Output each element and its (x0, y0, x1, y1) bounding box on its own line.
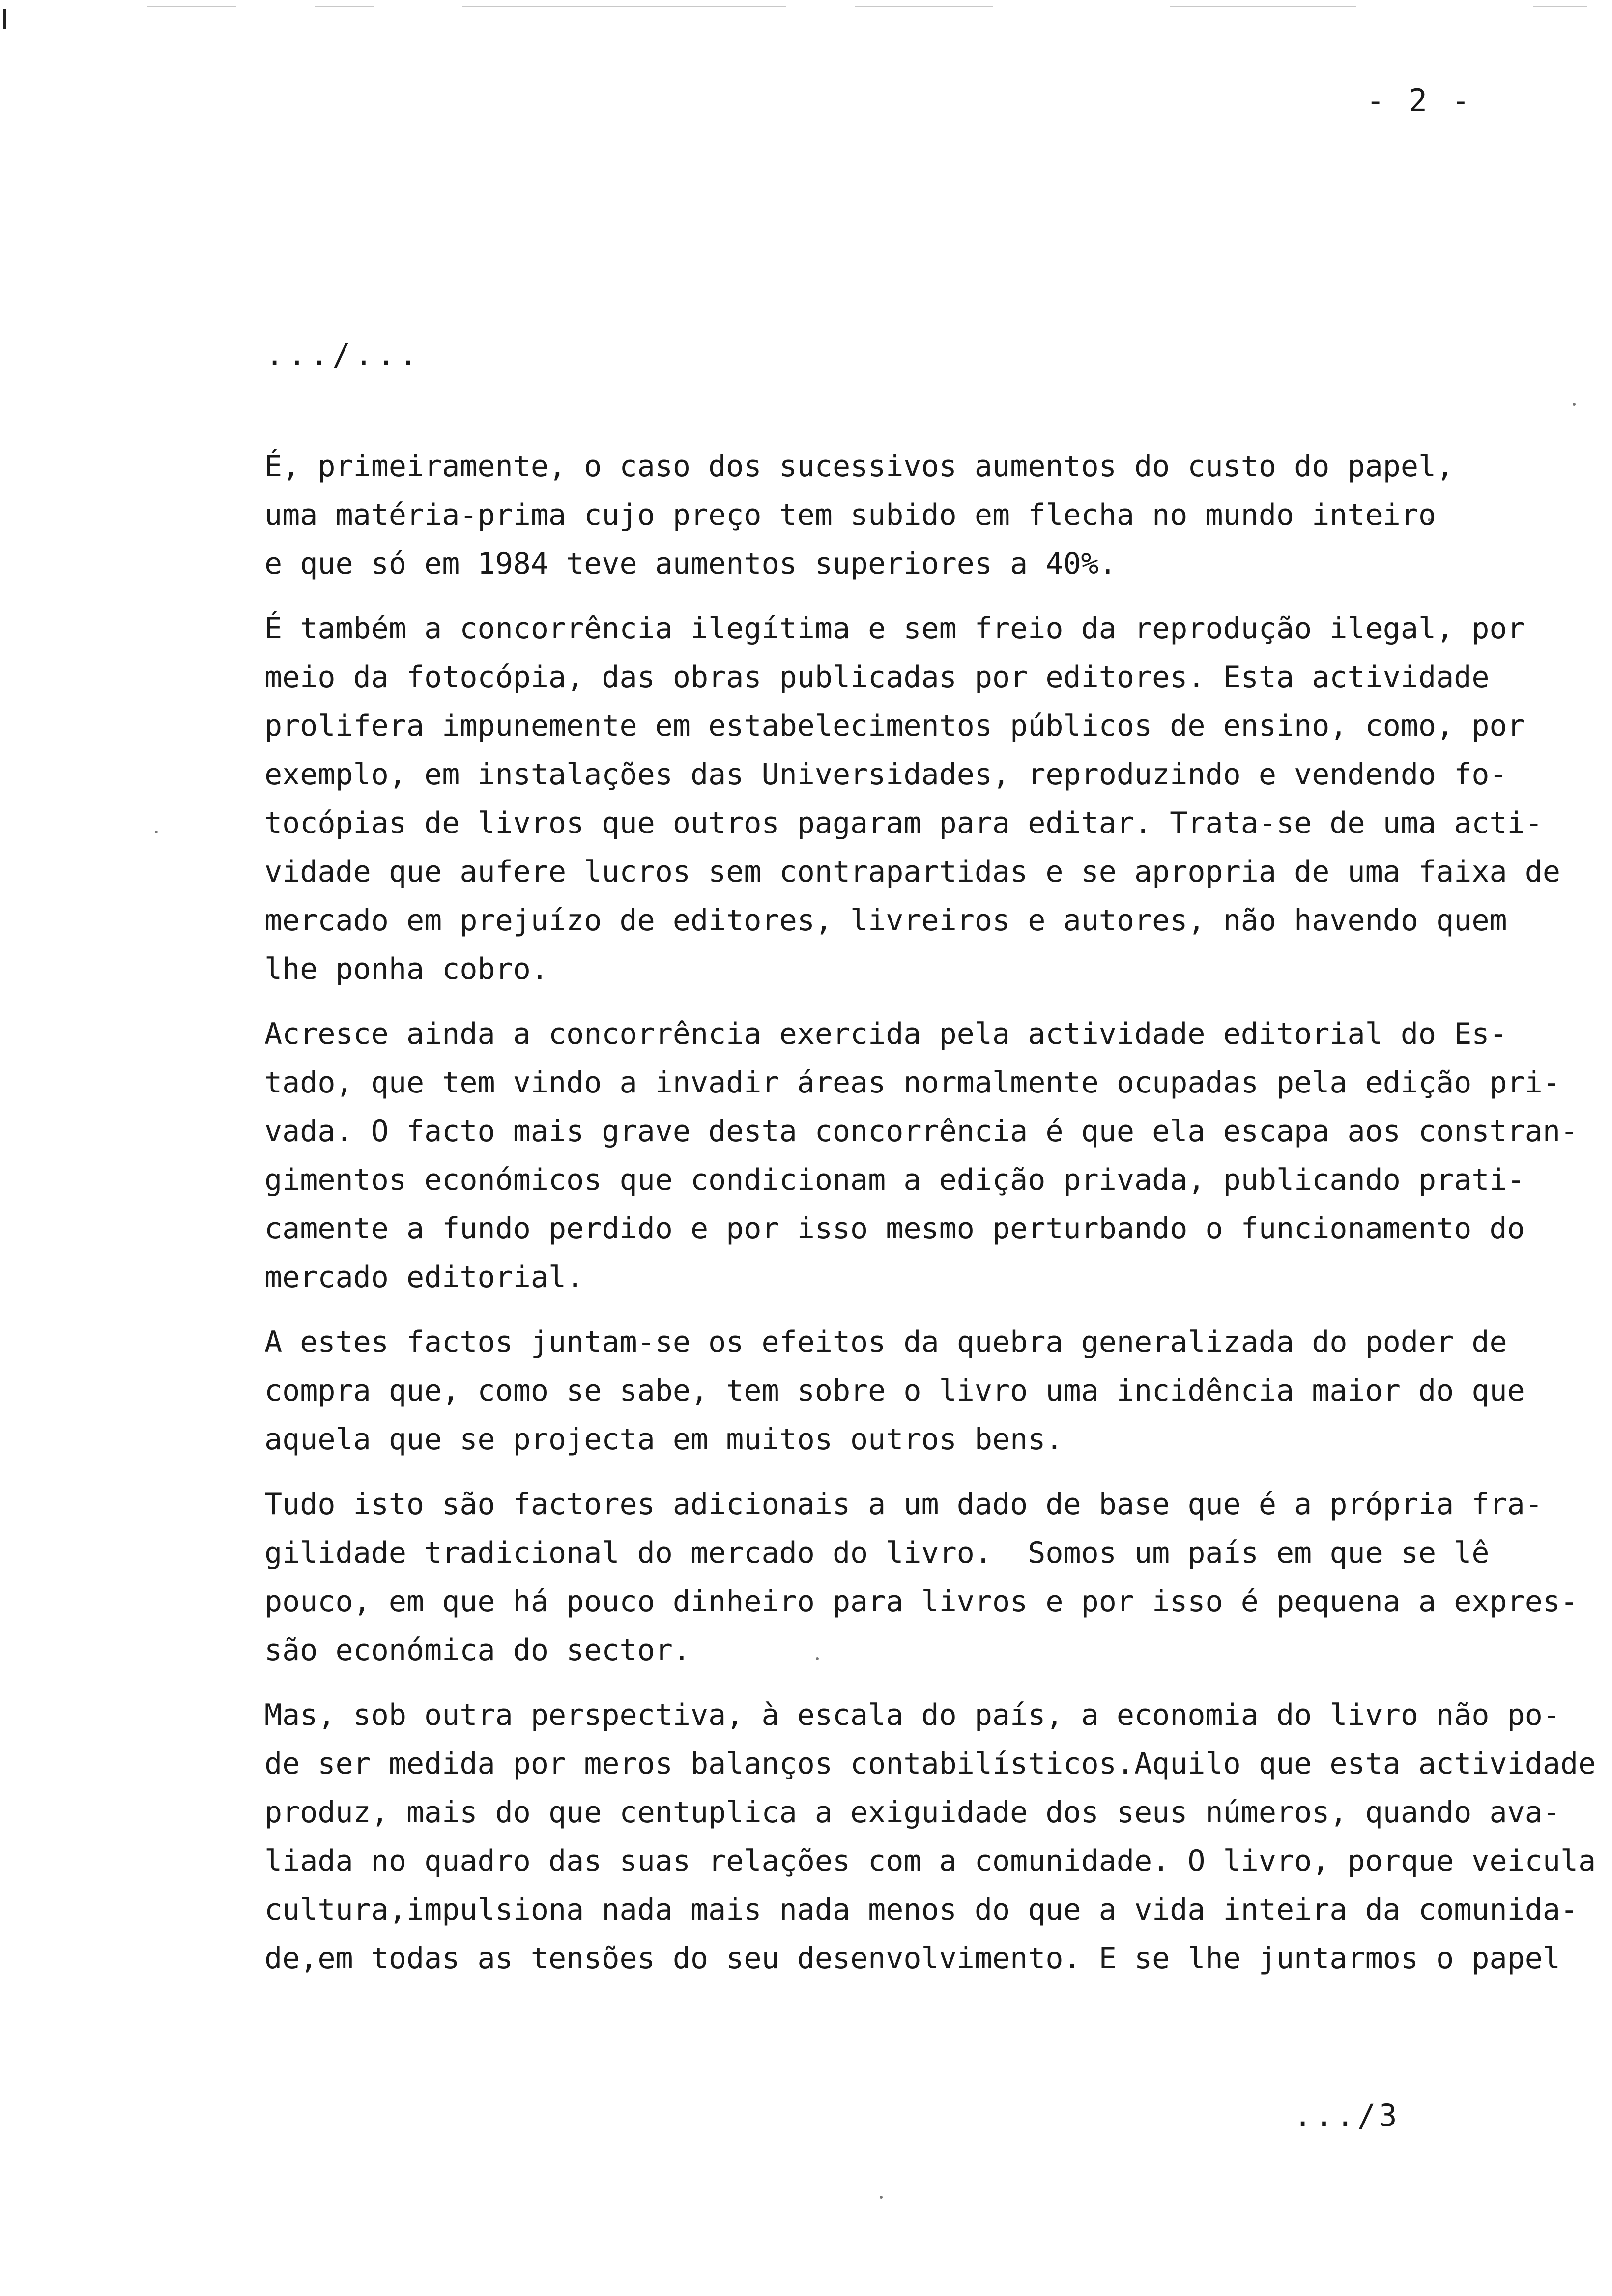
text-line: pouco, em que há pouco dinheiro para livros e por isso é pequena a expres- (264, 1584, 1579, 1619)
paragraph-purchasing-power (264, 1318, 1523, 1464)
text-line: produz, mais do que centuplica a exiguidade dos seus números, quando ava- (264, 1795, 1560, 1830)
scan-speck (880, 2196, 883, 2199)
text-line: gilidade tradicional do mercado do livro. Somos um país em que se lê (264, 1536, 1490, 1570)
scan-speck (155, 831, 158, 833)
scan-edge-line (462, 6, 786, 7)
text-line: gimentos económicos que condicionam a edição privada, publicando prati- (264, 1163, 1525, 1197)
text-line: A estes factos juntam-se os efeitos da quebra generalizada do poder de (264, 1325, 1507, 1359)
paragraph-book-economy (264, 1691, 1596, 1983)
text-line: É também a concorrência ilegítima e sem freio da reprodução ilegal, por (264, 611, 1525, 646)
scan-edge-line (855, 6, 993, 7)
scan-edge-line (147, 6, 236, 7)
text-line: de ser medida por meros balanços contabilísticos.Aquilo que esta actividade (264, 1747, 1596, 1781)
paragraph-state-publishing (264, 1010, 1579, 1302)
text-line: exemplo, em instalações das Universidades, reproduzindo e vendendo fo- (264, 757, 1507, 792)
document-body (264, 442, 1596, 1999)
paragraph-market-fragility (264, 1480, 1579, 1675)
text-line: liada no quadro das suas relações com a comunidade. O livro, porque veicula (264, 1844, 1596, 1878)
scan-speck (1573, 403, 1576, 406)
text-line: cultura,impulsiona nada mais nada menos do que a vida inteira da comunida- (264, 1893, 1579, 1927)
text-line: tado, que tem vindo a invadir áreas normalmente ocupadas pela edição pri- (264, 1065, 1560, 1100)
text-line: Acresce ainda a concorrência exercida pela actividade editorial do Es- (264, 1017, 1507, 1051)
text-line: vada. O facto mais grave desta concorrência é que ela escapa aos constran- (264, 1114, 1579, 1148)
scan-edge-line (1533, 6, 1587, 7)
text-line: Tudo isto são factores adicionais a um dado de base que é a própria fra- (264, 1487, 1543, 1521)
scan-edge-line (1170, 6, 1356, 7)
text-line: mercado editorial. (264, 1260, 584, 1294)
continued-to-marker: .../3 (1294, 2097, 1400, 2133)
text-line: vidade que aufere lucros sem contrapartidas e se apropria de uma faixa de (264, 855, 1560, 889)
page-number: - 2 - (1366, 83, 1473, 118)
text-line: É, primeiramente, o caso dos sucessivos aumentos do custo do papel, (264, 449, 1454, 484)
scan-edge-line (315, 6, 374, 7)
text-line: Mas, sob outra perspectiva, à escala do país, a economia do livro não po- (264, 1698, 1560, 1732)
continued-from-marker: .../... (265, 337, 422, 373)
text-line: compra que, como se sabe, tem sobre o livro uma incidência maior do que (264, 1374, 1525, 1408)
text-line: lhe ponha cobro. (264, 952, 548, 986)
text-line: e que só em 1984 teve aumentos superiores a 40%. (264, 546, 1117, 581)
text-line: tocópias de livros que outros pagaram para editar. Trata-se de uma acti- (264, 806, 1543, 840)
paragraph-photocopy-competition (264, 604, 1560, 994)
scan-edge-mark (3, 9, 6, 29)
text-line: mercado em prejuízo de editores, livreiros e autores, não havendo quem (264, 903, 1507, 938)
text-line: aquela que se projecta em muitos outros bens. (264, 1422, 1064, 1457)
text-line: camente a fundo perdido e por isso mesmo perturbando o funcionamento do (264, 1211, 1525, 1246)
paragraph-paper-costs (264, 442, 1523, 588)
text-line: uma matéria-prima cujo preço tem subido em flecha no mundo inteiro (264, 498, 1437, 532)
text-line: prolifera impunemente em estabelecimentos públicos de ensino, como, por (264, 709, 1525, 743)
text-line: são económica do sector. (264, 1633, 691, 1667)
text-line: de,em todas as tensões do seu desenvolvimento. E se lhe juntarmos o papel (264, 1941, 1560, 1976)
text-line: meio da fotocópia, das obras publicadas por editores. Esta actividade (264, 660, 1490, 694)
